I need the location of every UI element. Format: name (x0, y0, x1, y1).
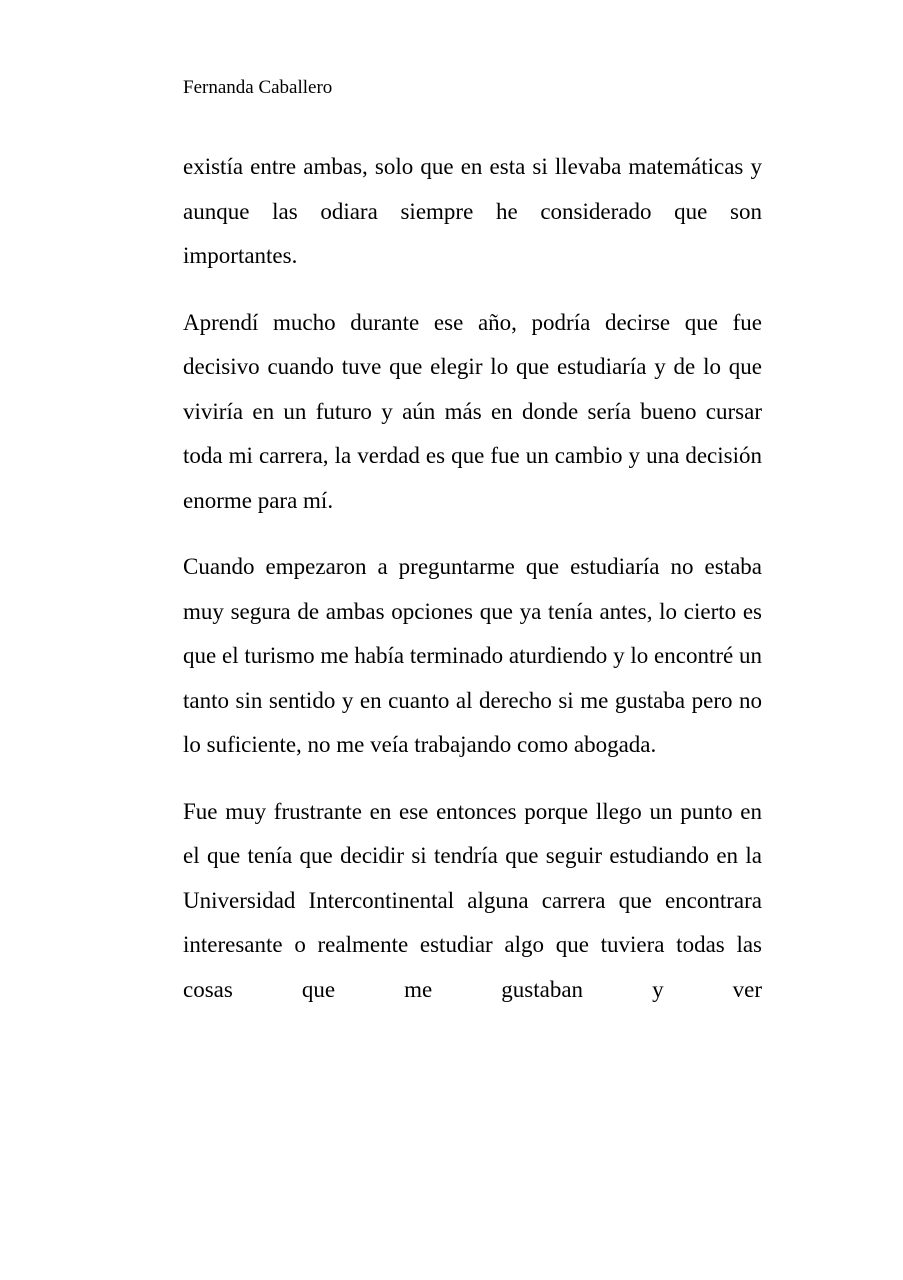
page-header-author: Fernanda Caballero (183, 77, 333, 98)
paragraph: Cuando empezaron a preguntarme que estudiaría no estaba muy segura de ambas opciones que ya tenía antes, lo cierto es que el turismo me había terminado aturdiendo y lo encontré un tanto sin sentido y en cuanto al derecho si me gustaba pero no lo suficiente, no me veía trabajando como abogada. (183, 554, 762, 757)
paragraph: Aprendí mucho durante ese año, podría decirse que fue decisivo cuando tuve que elegir lo que estudiaría y de lo que viviría en un futuro y aún más en donde sería bueno cursar toda mi carrera, la verdad es que fue un cambio y una decisión enorme para mí. (183, 309, 762, 513)
paragraph: existía entre ambas, solo que en esta si llevaba matemáticas y aunque las odiara siempre he considerado que son importantes. (183, 154, 762, 268)
paragraph: Fue muy frustrante en ese entonces porque llego un punto en el que tenía que decidir si tendría que seguir estudiando en la Universidad Intercontinental alguna carrera que encontrara interesante o realmente estudiar algo que tuviera todas las cosas que me gustaban y ver (183, 798, 762, 1002)
body-text (183, 145, 762, 1034)
